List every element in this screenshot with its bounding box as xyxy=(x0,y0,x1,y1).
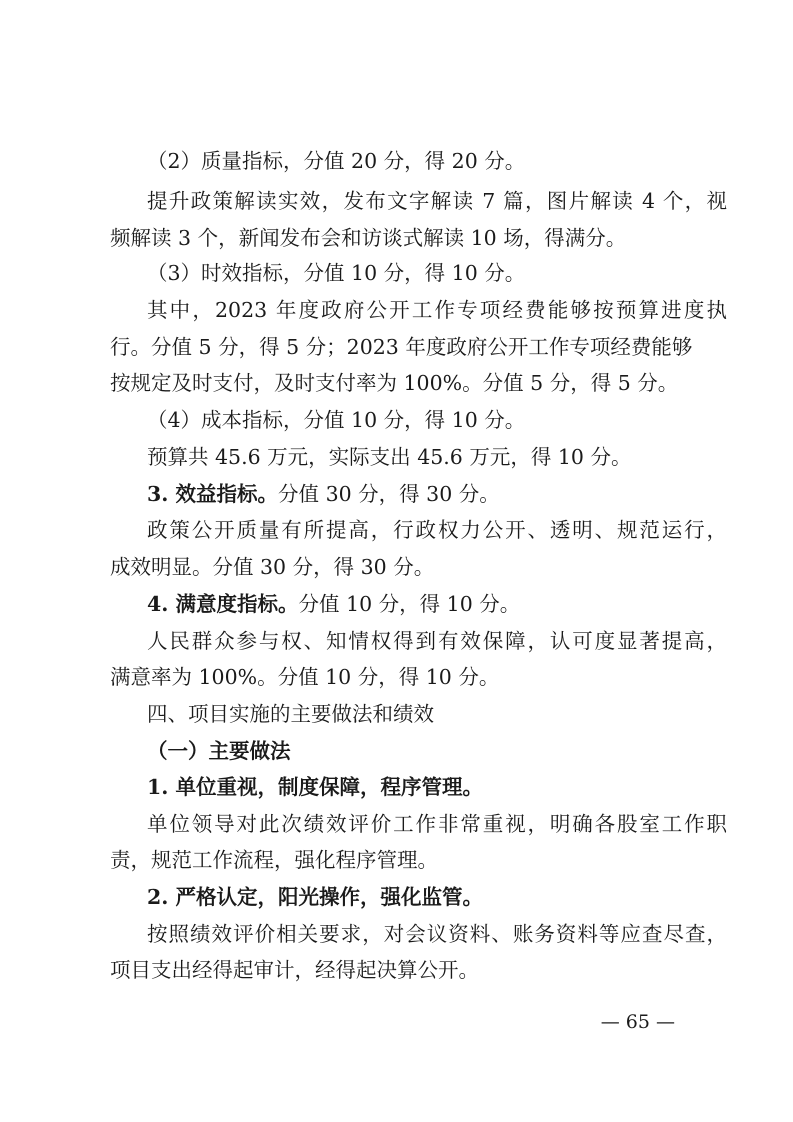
text-line: 人民群众参与权、知情权得到有效保障，认可度显著提高， xyxy=(147,629,727,653)
text-line: （3）时效指标，分值 10 分，得 10 分。 xyxy=(147,261,526,285)
page-number: — 65 — xyxy=(600,1011,675,1033)
text-line: （4）成本指标，分值 10 分，得 10 分。 xyxy=(147,408,526,432)
text-line: 责，规范工作流程，强化程序管理。 xyxy=(110,848,438,872)
section-heading: 3. 效益指标。分值 30 分，得 30 分。 xyxy=(147,482,500,506)
text-line: 预算共 45.6 万元，实际支出 45.6 万元，得 10 分。 xyxy=(147,445,632,469)
text-line: 按规定及时支付，及时支付率为 100%。分值 5 分，得 5 分。 xyxy=(110,371,679,395)
subsection-heading: （一）主要做法 xyxy=(147,739,291,763)
point-heading: 1. 单位重视，制度保障，程序管理。 xyxy=(147,775,484,799)
text-line: 其中，2023 年度政府公开工作专项经费能够按预算进度执 xyxy=(147,298,727,322)
text-line: 行。分值 5 分，得 5 分；2023 年度政府公开工作专项经费能够 xyxy=(110,335,693,359)
text-line: （2）质量指标，分值 20 分，得 20 分。 xyxy=(147,149,526,173)
text-line: 政策公开质量有所提高，行政权力公开、透明、规范运行， xyxy=(147,518,727,542)
chapter-heading: 四、项目实施的主要做法和绩效 xyxy=(147,702,434,726)
point-heading: 2. 严格认定，阳光操作，强化监管。 xyxy=(147,885,484,909)
text-line: 频解读 3 个，新闻发布会和访谈式解读 10 场，得满分。 xyxy=(110,226,627,250)
text-line: 单位领导对此次绩效评价工作非常重视，明确各股室工作职 xyxy=(147,812,727,836)
text-line: 项目支出经得起审计，经得起决算公开。 xyxy=(110,958,479,982)
text-line: 成效明显。分值 30 分，得 30 分。 xyxy=(110,555,435,579)
section-heading: 4. 满意度指标。分值 10 分，得 10 分。 xyxy=(147,592,521,616)
text-line: 提升政策解读实效，发布文字解读 7 篇，图片解读 4 个，视 xyxy=(147,189,727,213)
text-line: 按照绩效评价相关要求，对会议资料、账务资料等应查尽查， xyxy=(147,922,727,946)
text-line: 满意率为 100%。分值 10 分，得 10 分。 xyxy=(110,665,500,689)
